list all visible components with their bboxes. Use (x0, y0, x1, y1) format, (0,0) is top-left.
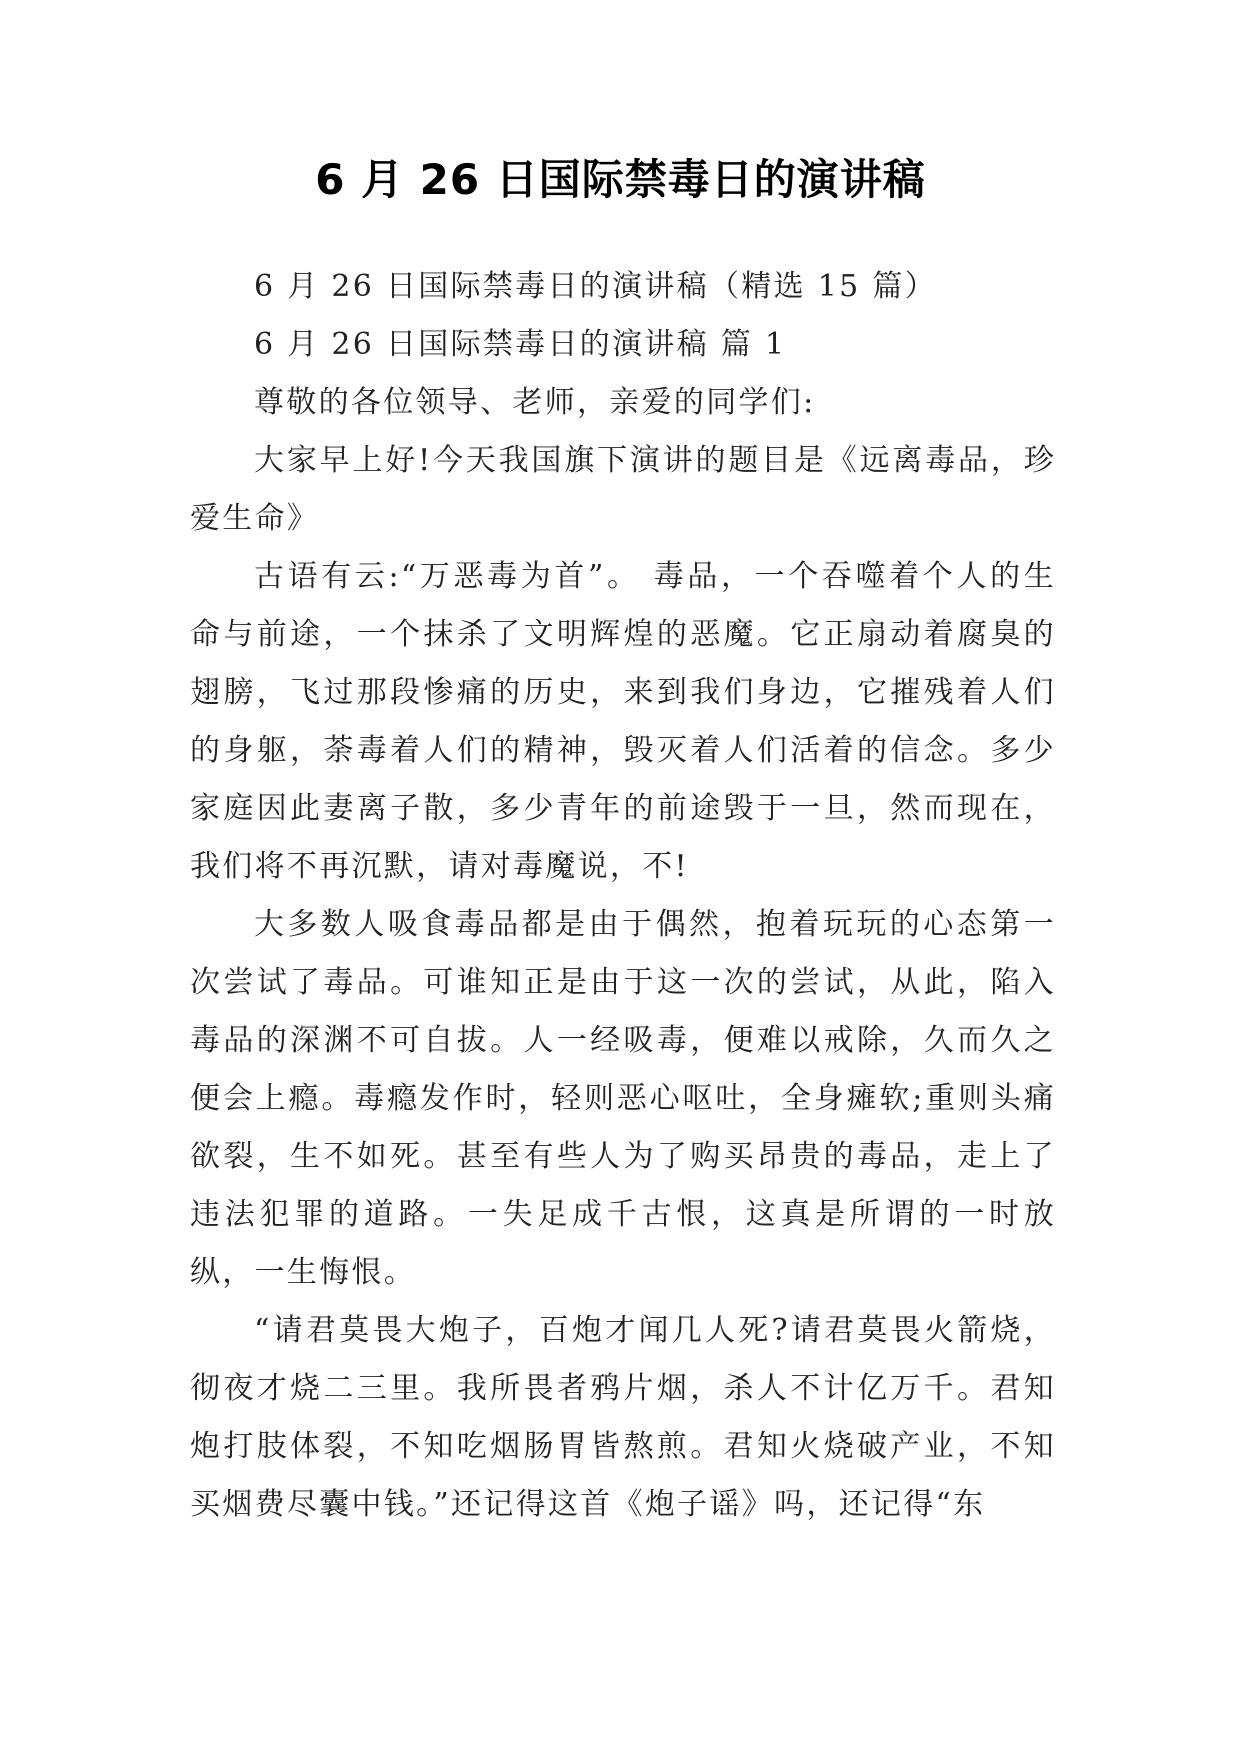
paragraph: 古语有云:“万恶毒为首”。 毒品，一个吞噬着个人的生命与前途，一个抹杀了文明辉煌的恶魔。它正扇动着腐臭的翅膀，飞过那段惨痛的历史，来到我们身边，它摧残着人们的身躯，荼毒着人们的精神，毁灭着人们活着的信念。多少家庭因此妻离子散，多少青年的前途毁于一旦，然而现在，我们将不再沉默，请对毒魔说，不! (190, 559, 1056, 884)
paragraph: 大多数人吸食毒品都是由于偶然，抱着玩玩的心态第一次尝试了毒品。可谁知正是由于这一次的尝试，从此，陷入毒品的深渊不可自拔。人一经吸毒，便难以戒除，久而久之便会上瘾。毒瘾发作时，轻则恶心呕吐，全身瘫软;重则头痛欲裂，生不如死。甚至有些人为了购买昂贵的毒品，走上了违法犯罪的道路。一失足成千古恨，这真是所谓的一时放纵，一生悔恨。 (190, 907, 1056, 1290)
paragraph: 尊敬的各位领导、老师，亲爱的同学们: (254, 385, 816, 420)
paragraph: 6 月 26 日国际禁毒日的演讲稿 篇 1 (254, 327, 787, 362)
document-title: 6 月 26 日国际禁毒日的演讲稿 (315, 155, 926, 204)
paragraph: 6 月 26 日国际禁毒日的演讲稿（精选 15 篇） (254, 269, 937, 304)
paragraph: “请君莫畏大炮子，百炮才闻几人死?请君莫畏火箭烧，彻夜才烧二三里。我所畏者鸦片烟，杀人不计亿万千。君知炮打肢体裂，不知吃烟肠胃皆熬煎。君知火烧破产业，不知买烟费尽囊中钱。”还记得这首《炮子谣》吗，还记得“东 (190, 1313, 1056, 1522)
paragraph: 大家早上好!今天我国旗下演讲的题目是《远离毒品，珍爱生命》 (190, 443, 1056, 536)
document-body (190, 258, 1056, 1534)
